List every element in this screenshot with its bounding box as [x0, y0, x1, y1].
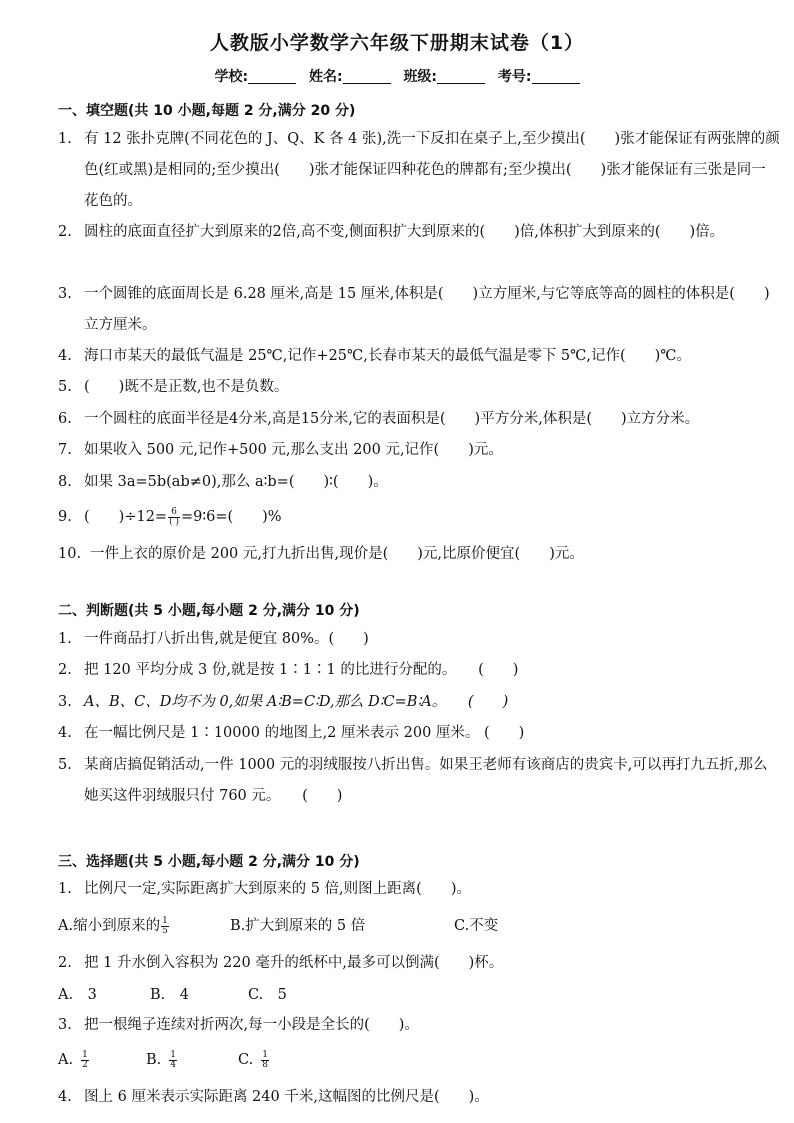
question-text: 比例尺一定,实际距离扩大到原来的 5 倍,则图上距离( )。 — [84, 881, 471, 897]
number-label: 考号: — [497, 69, 532, 85]
fraction-denominator: 4 — [170, 1059, 176, 1070]
question-number: 3. — [58, 286, 72, 302]
question-3-4 — [58, 1082, 780, 1113]
question-number: 4. — [58, 1089, 72, 1105]
class-label: 班级: — [403, 69, 438, 85]
question-number: 1. — [58, 131, 72, 147]
question-1-2 — [58, 217, 780, 248]
section-heading-fill-in: 一、填空题(共 10 小题,每题 2 分,满分 20 分) — [58, 103, 356, 119]
option-b[interactable]: B.扩大到原来的 5 倍 — [230, 918, 366, 934]
question-number: 10. — [58, 546, 82, 562]
question-number: 1. — [58, 631, 72, 647]
question-text: ( )既不是正数,也不是负数。 — [84, 379, 289, 395]
name-blank[interactable] — [343, 69, 391, 84]
school-label: 学校: — [214, 69, 249, 85]
question-1-9 — [58, 502, 780, 533]
question-number: 4. — [58, 725, 72, 741]
fraction — [168, 508, 180, 527]
question-1-3 — [58, 279, 780, 341]
question-2-2 — [58, 655, 780, 686]
question-2-1 — [58, 624, 780, 655]
question-number: 3. — [58, 1017, 72, 1033]
option-c[interactable] — [238, 1049, 270, 1071]
question-1-6 — [58, 404, 780, 435]
question-number: 2. — [58, 662, 72, 678]
question-1-1 — [58, 124, 780, 217]
question-number: 2. — [58, 224, 72, 240]
number-blank[interactable] — [532, 69, 580, 84]
fraction-numerator: 1 — [82, 1049, 88, 1060]
option-c[interactable]: C.不变 — [454, 918, 499, 934]
question-text — [84, 502, 780, 533]
fraction — [161, 917, 169, 936]
question-number: 3. — [58, 694, 72, 710]
question-text: 在一幅比例尺是 1∶10000 的地图上,2 厘米表示 200 厘米。 ( ) — [84, 725, 525, 741]
fraction-denominator: 8 — [262, 1059, 268, 1070]
question-1-10 — [58, 539, 780, 570]
option-text: A. — [58, 1052, 74, 1068]
question-text: 如果收入 500 元,记作+500 元,那么支出 200 元,记作( )元。 — [84, 442, 503, 458]
question-number: 9. — [58, 509, 72, 525]
question-2-5 — [58, 750, 780, 812]
question-number: 4. — [58, 348, 72, 364]
question-1-5 — [58, 372, 780, 403]
question-text: 图上 6 厘米表示实际距离 240 千米,这幅图的比例尺是( )。 — [84, 1089, 489, 1105]
question-text: 某商店搞促销活动,一件 1000 元的羽绒服按八折出售。如果王老师有该商店的贵宾卡,可以再打九五折,那么她买这件羽绒服只付 760 元。 ( ) — [84, 757, 768, 804]
question-1-8 — [58, 467, 780, 498]
option-text: A.缩小到原来的 — [58, 918, 161, 934]
option-a[interactable]: A. 3 — [58, 987, 97, 1003]
option-text: C. — [238, 1052, 254, 1068]
fraction-numerator: 1 — [162, 915, 168, 926]
question-text: 圆柱的底面直径扩大到原来的2倍,高不变,侧面积扩大到原来的( )倍,体积扩大到原来的( )倍。 — [84, 224, 725, 240]
question-text-part-b: =9∶6=( )% — [180, 509, 282, 525]
question-text: 有 12 张扑克牌(不同花色的 J、Q、K 各 4 张),洗一下反扣在桌子上,至少摸出( )张才能保证有两张牌的颜色(红或黑)是相同的;至少摸出( )张才能保证四种花色的牌都有;至少摸出( )张才能保证有三张是同一花色的。 — [84, 131, 780, 209]
fraction-numerator: 1 — [262, 1049, 268, 1060]
question-text-part-a: ( )÷12= — [84, 509, 168, 525]
option-a[interactable] — [58, 1049, 90, 1071]
question-number: 5. — [58, 757, 72, 773]
option-c[interactable]: C. 5 — [248, 987, 287, 1003]
fraction-numerator: 6 — [168, 508, 180, 518]
question-text: 如果 3a=5b(ab≠0),那么 a∶b=( )∶( )。 — [84, 474, 388, 490]
question-text: 把 1 升水倒入容积为 220 毫升的纸杯中,最多可以倒满( )杯。 — [84, 955, 504, 971]
fraction — [261, 1051, 269, 1070]
question-number: 1. — [58, 881, 72, 897]
question-3-3 — [58, 1010, 780, 1041]
exam-title: 人教版小学数学六年级下册期末试卷（1） — [209, 32, 585, 54]
question-3-2 — [58, 948, 780, 979]
school-blank[interactable] — [248, 69, 296, 84]
name-label: 姓名: — [308, 69, 343, 85]
option-b[interactable] — [146, 1049, 178, 1071]
option-b[interactable]: B. 4 — [150, 987, 189, 1003]
question-3-1 — [58, 874, 780, 905]
fraction — [81, 1051, 89, 1070]
question-1-4 — [58, 341, 780, 372]
section-heading-true-false: 二、判断题(共 5 小题,每小题 2 分,满分 10 分) — [58, 603, 360, 619]
question-number: 2. — [58, 955, 72, 971]
question-2-3 — [58, 687, 780, 718]
fraction-denominator: ( ) — [169, 516, 179, 527]
fraction-numerator: 1 — [170, 1049, 176, 1060]
question-text: 把一根绳子连续对折两次,每一小段是全长的( )。 — [84, 1017, 419, 1033]
question-2-4 — [58, 718, 780, 749]
question-text: 一个圆柱的底面半径是4分米,高是15分米,它的表面积是( )平方分米,体积是( )立方分米。 — [84, 411, 700, 427]
option-text: B. — [146, 1052, 162, 1068]
question-number: 8. — [58, 474, 72, 490]
question-text: 一个圆锥的底面周长是 6.28 厘米,高是 15 厘米,体积是( )立方厘米,与它等底等高的圆柱的体积是( )立方厘米。 — [84, 286, 770, 333]
option-a[interactable] — [58, 915, 170, 937]
fraction-denominator: 5 — [162, 925, 168, 936]
question-number: 5. — [58, 379, 72, 395]
fraction — [169, 1051, 177, 1070]
fraction-denominator: 2 — [82, 1059, 88, 1070]
question-number: 7. — [58, 442, 72, 458]
question-number: 6. — [58, 411, 72, 427]
student-info-line — [0, 66, 794, 86]
question-text: 一件上衣的原价是 200 元,打九折出售,现价是( )元,比原价便宜( )元。 — [90, 546, 584, 562]
section-heading-multiple-choice: 三、选择题(共 5 小题,每小题 2 分,满分 10 分) — [58, 854, 360, 870]
question-text: A、B、C、D均不为 0,如果 A∶B=C∶D,那么 D∶C=B∶A。 ( ) — [84, 694, 509, 710]
question-1-7 — [58, 435, 780, 466]
question-text: 海口市某天的最低气温是 25℃,记作+25℃,长春市某天的最低气温是零下 5℃,记作( )℃。 — [84, 348, 692, 364]
class-blank[interactable] — [437, 69, 485, 84]
question-text: 把 120 平均分成 3 份,就是按 1∶1∶1 的比进行分配的。 ( ) — [84, 662, 519, 678]
question-text: 一件商品打八折出售,就是便宜 80%。( ) — [84, 631, 369, 647]
